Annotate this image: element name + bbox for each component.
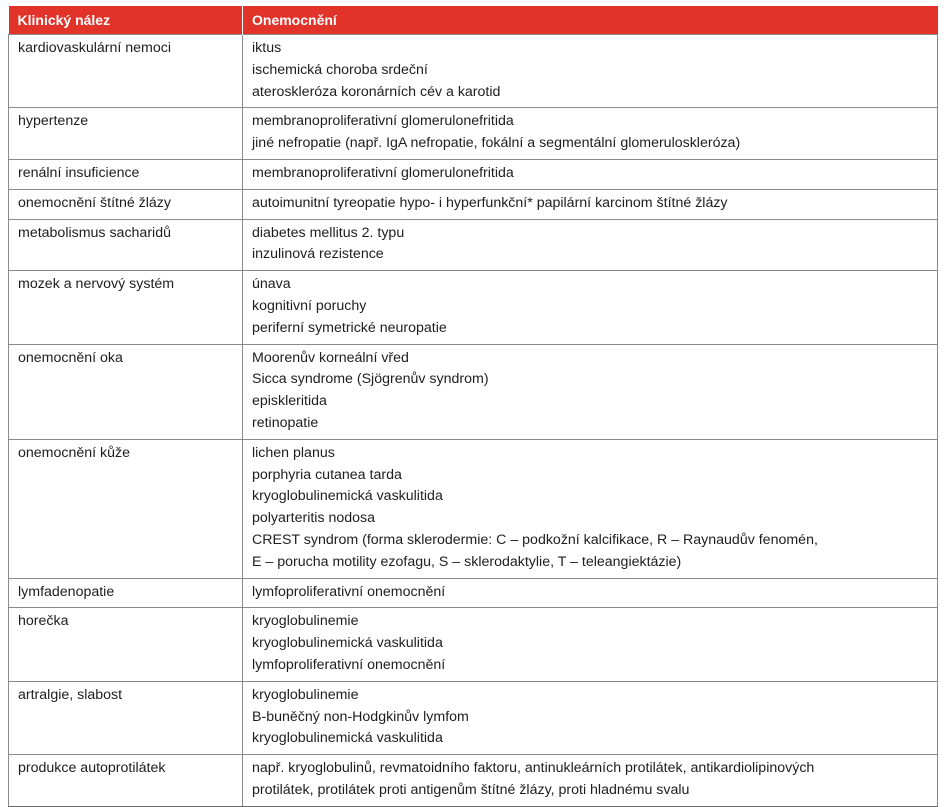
disease-item: kognitivní poruchy	[252, 297, 367, 314]
disease-cell	[243, 344, 938, 439]
clinical-finding-cell: onemocnění štítné žlázy	[9, 189, 243, 219]
disease-item: např. kryoglobulinů, revmatoidního faktoru, antinukleárních protilátek, antikardiolipinových	[252, 760, 815, 777]
disease-item: ateroskleróza koronárních cév a karotid	[252, 83, 501, 100]
disease-cell	[243, 271, 938, 344]
disease-item: lymfoproliferativní onemocnění	[252, 656, 446, 673]
disease-cell	[243, 108, 938, 160]
disease-cell	[243, 578, 938, 608]
disease-cell	[243, 219, 938, 271]
disease-cell	[243, 608, 938, 681]
table-row	[9, 578, 938, 608]
disease-item: porphyria cutanea tarda	[252, 466, 402, 483]
table-row	[9, 159, 938, 189]
table-row	[9, 219, 938, 271]
clinical-finding-cell: produkce autoprotilátek	[9, 755, 243, 807]
disease-item: ischemická choroba srdeční	[252, 61, 428, 78]
table-row	[9, 108, 938, 160]
table-row	[9, 189, 938, 219]
disease-item: kryoglobulinemická vaskulitida	[252, 488, 443, 505]
table-row	[9, 439, 938, 578]
header-clinical-finding: Klinický nález	[9, 6, 243, 35]
disease-item: Sicca syndrome (Sjögrenův syndrom)	[252, 371, 489, 388]
disease-cell	[243, 755, 938, 807]
disease-item: B-buněčný non-Hodgkinův lymfom	[252, 708, 469, 725]
clinical-finding-cell: renální insuficience	[9, 159, 243, 189]
clinical-finding-cell: onemocnění kůže	[9, 439, 243, 578]
disease-item: diabetes mellitus 2. typu	[252, 224, 405, 241]
disease-item: lymfoproliferativní onemocnění	[252, 583, 446, 600]
disease-item: periferní symetrické neuropatie	[252, 319, 447, 336]
clinical-finding-cell: kardiovaskulární nemoci	[9, 35, 243, 108]
disease-item: polyarteritis nodosa	[252, 510, 376, 527]
disease-cell	[243, 439, 938, 578]
clinical-finding-cell: mozek a nervový systém	[9, 271, 243, 344]
disease-item: kryoglobulinemická vaskulitida	[252, 635, 443, 652]
disease-item: Moorenův korneální vřed	[252, 349, 409, 366]
disease-item: autoimunitní tyreopatie hypo- i hyperfunkční* papilární karcinom štítné žlázy	[252, 194, 728, 211]
disease-item: retinopatie	[252, 414, 319, 431]
table-container	[8, 6, 937, 807]
table-row	[9, 608, 938, 681]
disease-item: kryoglobulinemie	[252, 686, 359, 703]
disease-item: jiné nefropatie (např. IgA nefropatie, fokální a segmentální glomeruloskleróza)	[252, 135, 741, 152]
table-body	[9, 35, 938, 807]
table-row	[9, 755, 938, 807]
table-row	[9, 35, 938, 108]
clinical-finding-cell: lymfadenopatie	[9, 578, 243, 608]
clinical-finding-cell: onemocnění oka	[9, 344, 243, 439]
disease-cell	[243, 681, 938, 754]
disease-item: membranoproliferativní glomerulonefritida	[252, 164, 514, 181]
disease-item: únava	[252, 276, 291, 293]
clinical-finding-cell: horečka	[9, 608, 243, 681]
disease-item: kryoglobulinemická vaskulitida	[252, 730, 443, 747]
table-row	[9, 271, 938, 344]
disease-cell	[243, 189, 938, 219]
disease-cell	[243, 35, 938, 108]
disease-item: lichen planus	[252, 444, 335, 461]
clinical-finding-cell: artralgie, slabost	[9, 681, 243, 754]
table-row	[9, 681, 938, 754]
disease-item: kryoglobulinemie	[252, 613, 359, 630]
disease-cell	[243, 159, 938, 189]
clinical-finding-cell: hypertenze	[9, 108, 243, 160]
clinical-finding-cell: metabolismus sacharidů	[9, 219, 243, 271]
disease-item: episkleritida	[252, 393, 327, 410]
header-disease: Onemocnění	[243, 6, 938, 35]
clinical-findings-table	[8, 6, 938, 807]
disease-item: membranoproliferativní glomerulonefritida	[252, 113, 514, 130]
disease-item: iktus	[252, 40, 282, 56]
disease-item: E – porucha motility ezofagu, S – sklerodaktylie, T – teleangiektázie)	[252, 553, 682, 570]
table-row	[9, 344, 938, 439]
disease-item: protilátek, protilátek proti antigenům štítné žlázy, proti hladnému svalu	[252, 781, 690, 798]
disease-item: inzulinová rezistence	[252, 246, 384, 263]
table-header-row	[9, 6, 938, 35]
disease-item: CREST syndrom (forma sklerodermie: C – podkožní kalcifikace, R – Raynaudův fenomén,	[252, 531, 818, 548]
